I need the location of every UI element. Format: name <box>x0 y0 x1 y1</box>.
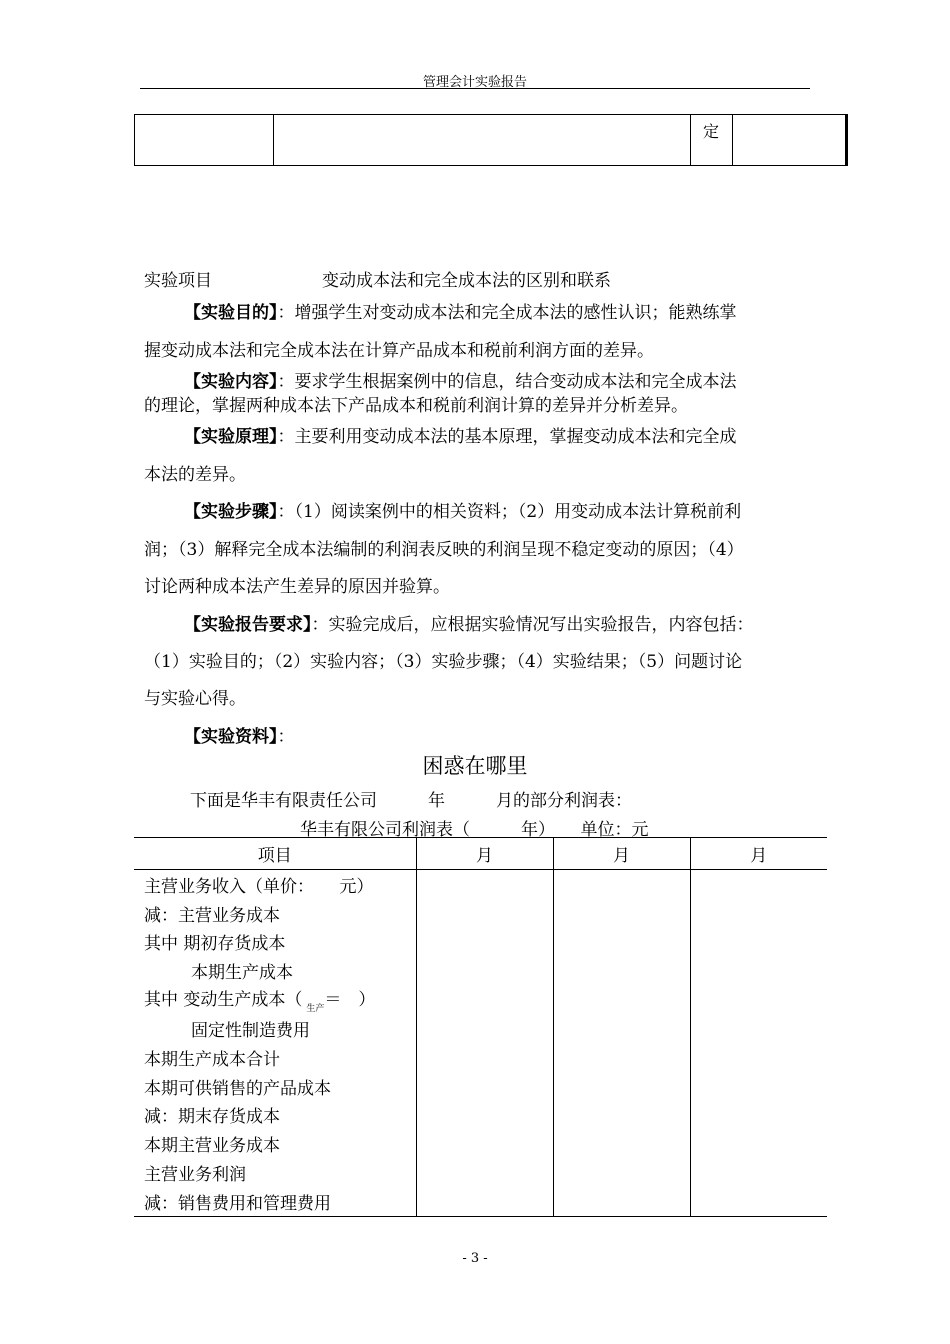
table-row <box>134 985 827 1014</box>
row-label-tail: ＝ ） <box>324 990 376 1011</box>
row-label: 主营业务收入（单价： 元） <box>144 876 374 897</box>
materials-label: 【实验资料】 <box>184 727 278 747</box>
page-number: - 3 - <box>462 1251 488 1266</box>
content-line-1 <box>144 367 737 392</box>
top-table-cell <box>691 115 733 166</box>
top-table-cell <box>135 115 274 166</box>
principle-line-1 <box>144 422 737 447</box>
table-row <box>134 928 827 957</box>
profit-table <box>134 837 827 1217</box>
report-line-3: 与实验心得。 <box>144 689 246 709</box>
top-table-cell <box>274 115 691 166</box>
project-name: 变动成本法和完全成本法的区别和联系 <box>322 271 611 291</box>
table-row <box>134 1043 827 1072</box>
row-label: 主营业务利润 <box>144 1165 246 1186</box>
principle-text: ：主要利用变动成本法的基本原理，掌握变动成本法和完全成 <box>277 427 737 447</box>
row-label-text: 其中 变动生产成本（ <box>144 990 303 1011</box>
column-header-month: 月 <box>416 838 553 870</box>
steps-text: ：（1）阅读案例中的相关资料；（2）用变动成本法计算税前利 <box>277 502 742 522</box>
top-table-char: 定 <box>703 122 720 141</box>
steps-line-1 <box>144 497 741 522</box>
header-title: 管理会计实验报告 <box>422 75 527 90</box>
table-row <box>134 1129 827 1158</box>
row-label: 固定性制造费用 <box>191 1021 310 1042</box>
header-divider <box>140 88 810 89</box>
case-intro: 下面是华丰有限责任公司 年 月的部分利润表： <box>190 791 632 811</box>
row-label-subscript: 生产 <box>306 1004 325 1015</box>
steps-line-2: 润；（3）解释完全成本法编制的利润表反映的利润呈现不稳定变动的原因；（4） <box>144 540 744 560</box>
project-line <box>144 266 611 291</box>
purpose-line-1 <box>144 298 737 323</box>
top-table <box>134 114 848 166</box>
profit-table-title: 华丰有限公司利润表（ 年） 单位：元 <box>300 820 649 840</box>
table-row <box>134 899 827 928</box>
row-label: 本期可供销售的产品成本 <box>144 1078 331 1099</box>
column-header-item: 项目 <box>134 838 416 870</box>
steps-label: 【实验步骤】 <box>184 502 278 522</box>
materials-colon: ： <box>277 727 295 747</box>
project-label: 实验项目 <box>144 271 212 291</box>
table-row <box>134 1072 827 1101</box>
table-row <box>134 1101 827 1130</box>
table-row <box>134 870 827 899</box>
report-text: ：实验完成后，应根据实验情况写出实验报告，内容包括： <box>311 615 754 635</box>
row-label: 减：销售费用和管理费用 <box>134 1187 416 1216</box>
report-line-1 <box>144 610 754 635</box>
column-header-month: 月 <box>553 838 690 870</box>
case-title: 困惑在哪里 <box>422 754 528 778</box>
table-row <box>134 956 827 985</box>
principle-line-2: 本法的差异。 <box>144 465 246 485</box>
column-header-month: 月 <box>690 838 827 870</box>
steps-line-3: 讨论两种成本法产生差异的原因并验算。 <box>144 577 450 597</box>
report-line-2: （1）实验目的；（2）实验内容；（3）实验步骤；（4）实验结果；（5）问题讨论 <box>144 652 743 672</box>
table-row <box>134 1014 827 1043</box>
row-label: 减：期末存货成本 <box>144 1107 280 1128</box>
top-table-cell <box>733 115 847 166</box>
row-label <box>134 985 416 1014</box>
table-row <box>134 1158 827 1187</box>
content-text: ：要求学生根据案例中的信息，结合变动成本法和完全成本法 <box>277 372 737 392</box>
principle-label: 【实验原理】 <box>184 427 278 447</box>
row-label: 本期生产成本 <box>191 963 293 984</box>
row-label: 减：主营业务成本 <box>144 905 280 926</box>
content-line-2: 的理论，掌握两种成本法下产品成本和税前利润计算的差异并分析差异。 <box>144 396 688 416</box>
row-label: 本期主营业务成本 <box>144 1136 280 1157</box>
report-label: 【实验报告要求】 <box>184 615 312 635</box>
row-label: 其中 期初存货成本 <box>144 934 286 955</box>
materials-line <box>144 722 295 747</box>
table-row <box>134 1187 827 1216</box>
purpose-text: ：增强学生对变动成本法和完全成本法的感性认识；能熟练掌 <box>277 303 737 323</box>
row-label: 本期生产成本合计 <box>144 1049 280 1070</box>
purpose-label: 【实验目的】 <box>184 303 278 323</box>
content-label: 【实验内容】 <box>184 372 278 392</box>
purpose-line-2: 握变动成本法和完全成本法在计算产品成本和税前利润方面的差异。 <box>144 341 654 361</box>
